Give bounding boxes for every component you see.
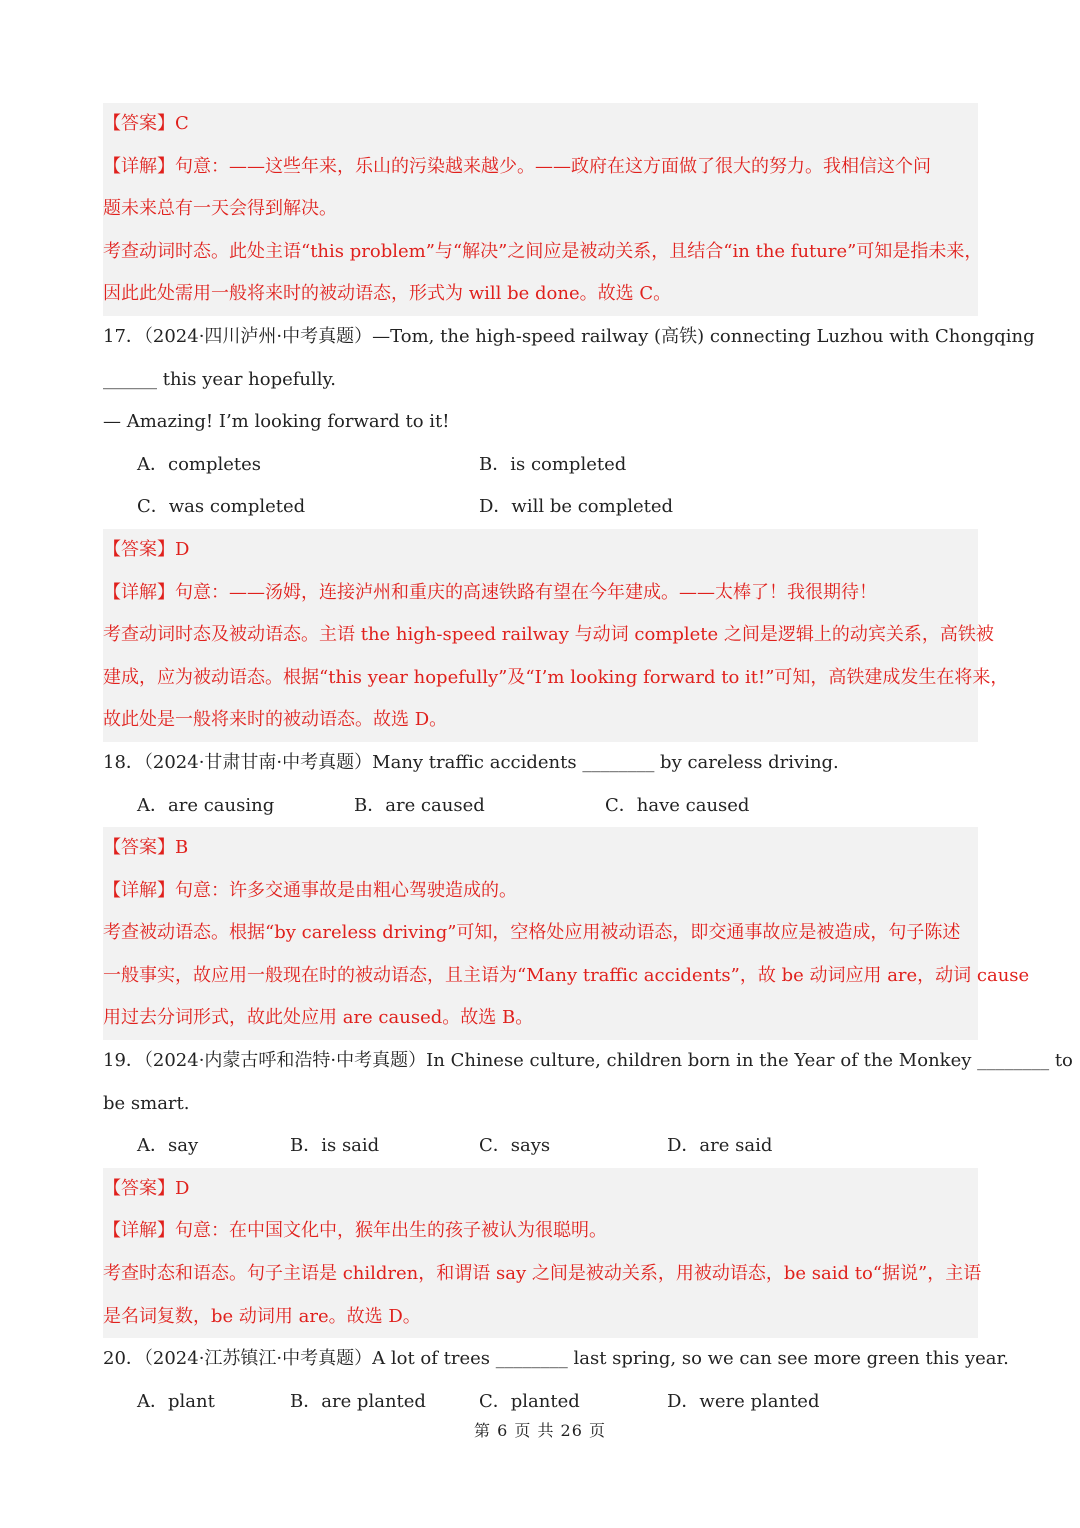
explanation-line: 因此此处需用一般将来时的被动语态，形式为 will be done。故选 C。	[103, 283, 672, 305]
answer-option: C．have caused	[605, 794, 750, 816]
answer-option: B．is said	[290, 1135, 380, 1157]
answer-option: D．will be completed	[479, 496, 674, 518]
options-row	[103, 1125, 978, 1168]
options-row	[103, 785, 978, 828]
answer-explanation-box	[103, 529, 1009, 742]
question-text: 17．（2024·四川泸州·中考真题）—Tom, the high-speed railway (高铁) connecting Luzhou with Chongqing	[103, 325, 1035, 347]
question-text: be smart.	[103, 1092, 190, 1114]
answer-option: B．are planted	[290, 1390, 426, 1412]
page-footer: 第 6 页 共 26 页	[474, 1421, 606, 1440]
answer-option: A．plant	[137, 1390, 215, 1412]
explanation-line: 【详解】句意：许多交通事故是由粗心驾驶造成的。	[103, 879, 517, 901]
answer-explanation-box	[103, 103, 983, 316]
question-block	[103, 1338, 1009, 1423]
answer-line: 【答案】D	[103, 538, 190, 560]
question-block	[103, 316, 1035, 529]
explanation-line: 考查动词时态。此处主语“this problem”与“解决”之间应是被动关系，且结合“in the future”可知是指未来，	[103, 240, 983, 262]
explanation-line: 【详解】句意：——这些年来，乐山的污染越来越少。——政府在这方面做了很大的努力。我相信这个问	[103, 155, 931, 177]
answer-option: A．are causing	[137, 794, 275, 816]
question-text: 20．（2024·江苏镇江·中考真题）A lot of trees ________ last spring, so we can see more green this year.	[103, 1348, 1009, 1370]
explanation-line: 建成，应为被动语态。根据“this year hopefully”及“I’m looking forward to it!”可知，高铁建成发生在将来，	[103, 666, 1009, 688]
answer-line: 【答案】C	[103, 113, 189, 134]
explanation-line: 题未来总有一天会得到解决。	[103, 198, 337, 220]
explanation-line: 考查时态和语态。句子主语是 children，和谓语 say 之间是被动关系，用被动语态，be said to“据说”，主语	[103, 1263, 982, 1285]
explanation-line: 故此处是一般将来时的被动语态。故选 D。	[103, 709, 448, 731]
explanation-line: 考查被动语态。根据“by careless driving”可知，空格处应用被动语态，即交通事故应是被造成，句子陈述	[103, 922, 961, 944]
answer-option: B．is completed	[479, 453, 627, 475]
answer-option: C．planted	[479, 1390, 580, 1412]
answer-explanation-box	[103, 1168, 982, 1338]
answer-line: 【答案】D	[103, 1177, 190, 1199]
answer-option: C．says	[479, 1135, 551, 1157]
explanation-line: 是名词复数，be 动词用 are。故选 D。	[103, 1305, 421, 1327]
answer-option: A．completes	[137, 453, 262, 475]
question-block	[103, 1040, 1073, 1168]
question-text: 18．（2024·甘肃甘南·中考真题）Many traffic accidents ________ by careless driving.	[103, 751, 839, 773]
explanation-line: 用过去分词形式，故此处应用 are caused。故选 B。	[103, 1007, 534, 1029]
answer-option: B．are caused	[354, 794, 485, 816]
question-block	[103, 742, 978, 827]
options-row	[103, 486, 978, 529]
explanation-line: 【详解】句意：——汤姆，连接泸州和重庆的高速铁路有望在今年建成。——太棒了！我很期待！	[103, 581, 877, 603]
answer-option: D．were planted	[667, 1390, 820, 1412]
question-text: 19．（2024·内蒙古呼和浩特·中考真题）In Chinese culture, children born in the Year of the Monkey ________ to	[103, 1050, 1073, 1072]
question-text: ______ this year hopefully.	[103, 368, 337, 390]
explanation-line: 一般事实，故应用一般现在时的被动语态，且主语为“Many traffic accidents”，故 be 动词应用 are，动词 cause	[103, 964, 1030, 986]
answer-option: C．was completed	[137, 496, 306, 518]
answer-option: A．say	[137, 1135, 199, 1157]
answer-line: 【答案】B	[103, 837, 189, 859]
explanation-line: 【详解】句意：在中国文化中，猴年出生的孩子被认为很聪明。	[103, 1220, 607, 1242]
question-text: — Amazing! I’m looking forward to it!	[103, 411, 450, 433]
answer-explanation-box	[103, 827, 1030, 1040]
options-row	[103, 444, 978, 487]
document-page	[103, 103, 1073, 1423]
answer-option: D．are said	[667, 1135, 773, 1157]
explanation-line: 考查动词时态及被动语态。主语 the high-speed railway 与动词 complete 之间是逻辑上的动宾关系，高铁被	[103, 624, 994, 646]
